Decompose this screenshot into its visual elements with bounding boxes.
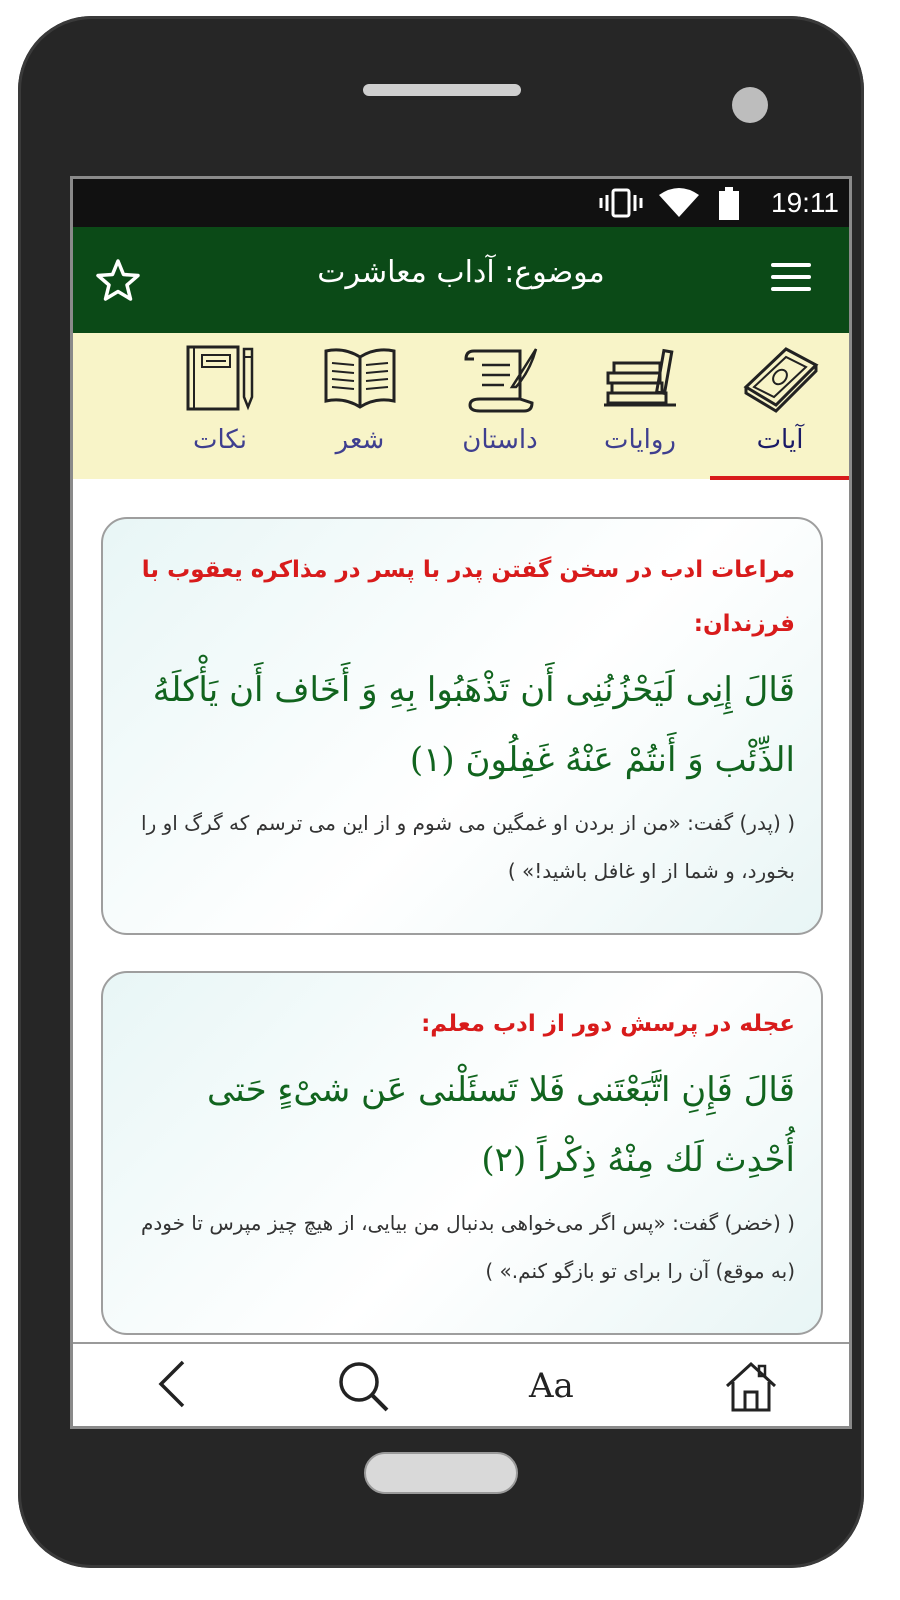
home-button[interactable]: [723, 1358, 779, 1418]
tab-label-revayat: روایات: [604, 425, 676, 455]
wifi-icon: [657, 187, 701, 219]
verse-card[interactable]: [101, 517, 823, 935]
tab-nokat[interactable]: [150, 333, 290, 479]
card-title: عجله در پرسش دور از ادب معلم:: [421, 1011, 795, 1037]
status-bar: [73, 179, 849, 227]
vibrate-icon: [597, 187, 645, 219]
category-tab-bar: [73, 333, 849, 479]
card-translation: ( (خضر) گفت: «پس اگر می‌خواهی بدنبال من بیایی، از هیچ چیز مپرس تا خودم (به موقع) آن را برای تو بازگو کنم.» ): [140, 1211, 795, 1283]
menu-button[interactable]: [771, 263, 811, 299]
search-icon: [335, 1358, 391, 1414]
verse-card[interactable]: [101, 971, 823, 1335]
tab-label-ayat: آیات: [756, 425, 804, 455]
card-translation: ( (پدر) گفت: «من از بردن او غمگین می شوم و از این می ترسم که گرگ او را بخورد، و شما از او غافل باشید!» ): [141, 811, 795, 883]
page-title: موضوع: آداب معاشرت: [317, 255, 605, 290]
search-button[interactable]: [335, 1358, 391, 1418]
quran-icon: [740, 343, 820, 413]
back-button[interactable]: [153, 1358, 193, 1414]
notebook-icon: [180, 343, 260, 413]
card-title: مراعات ادب در سخن گفتن پدر با پسر در مذاکره یعقوب با فرزندان:: [141, 557, 795, 637]
phone-frame: [18, 16, 864, 1568]
font-size-button[interactable]: [529, 1366, 574, 1406]
card-verse: قَالَ إِنِی لَیَحْزُنُنِی أَن تَذْهَبُوا بِهِ وَ أَخَاف أَن یَأْکلَهُ الذِّئْب وَ أَنتُمْ عَنْهُ غَفِلُونَ (۱): [152, 670, 795, 780]
content-list: [73, 479, 849, 1347]
tab-label-dastan: داستان: [462, 425, 538, 455]
tab-dastan[interactable]: [430, 333, 570, 479]
font-size-icon: Aa: [529, 1366, 574, 1406]
menu-icon: [771, 263, 811, 267]
tab-ayat[interactable]: [710, 333, 850, 479]
tab-sher[interactable]: [290, 333, 430, 479]
screen: [70, 176, 852, 1429]
tab-label-sher: شعر: [335, 425, 385, 455]
tab-revayat[interactable]: [570, 333, 710, 479]
tab-label-nokat: نکات: [193, 425, 247, 455]
books-icon: [600, 343, 680, 413]
back-icon: [153, 1358, 193, 1410]
status-time: 19:11: [771, 187, 839, 218]
front-camera: [732, 87, 768, 123]
battery-icon: [717, 187, 741, 221]
hardware-home-key[interactable]: [364, 1452, 518, 1494]
open-book-icon: [320, 343, 400, 413]
app-bar: [73, 227, 849, 333]
card-verse: قَالَ فَإِنِ اتَّبَعْتَنی فَلا تَسئَلْنی عَن شیْءٍ حَتی أُحْدِث لَك مِنْهُ ذِکْراً (۲): [206, 1070, 795, 1180]
bottom-toolbar: [73, 1342, 849, 1426]
earpiece-speaker: [363, 84, 521, 96]
home-icon: [723, 1358, 779, 1414]
scroll-icon: [460, 343, 540, 413]
